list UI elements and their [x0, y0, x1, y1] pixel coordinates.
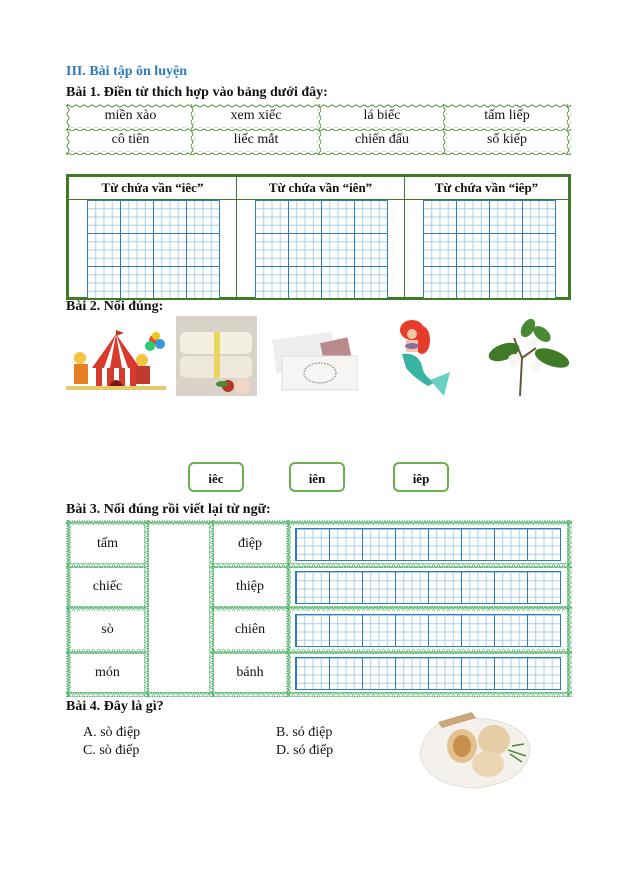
rice-noodle-image [176, 316, 257, 396]
scallop-image [412, 702, 537, 794]
flower-branch-image [480, 318, 572, 398]
exercise-2-title: Bài 2. Nối đúng: [66, 299, 164, 314]
writing-table [66, 174, 571, 300]
invitation-card-image [272, 326, 358, 406]
column-header-iec: Từ chứa vần “iêc” [101, 180, 204, 195]
exercise-1-title: Bài 1. Điền từ thích hợp vào bảng dưới đây: [66, 85, 328, 100]
mermaid-image [388, 316, 454, 396]
right-word-cell[interactable]: bánh [214, 654, 286, 692]
word-cell: cô tiên [111, 132, 150, 147]
word-bank-table [66, 104, 571, 154]
writing-grid-iec[interactable] [87, 200, 220, 298]
left-word-cell[interactable]: tấm [71, 525, 144, 563]
writing-grid-ien[interactable] [255, 200, 388, 298]
word-cell: số kiếp [486, 132, 528, 147]
rhyme-box-iec[interactable]: iêc [188, 462, 244, 492]
circus-image [66, 328, 166, 408]
writing-row-1[interactable] [295, 528, 561, 561]
word-cell: xem xiếc [230, 108, 282, 123]
rhyme-box-iep[interactable]: iêp [393, 462, 449, 492]
left-word-cell[interactable]: sò [71, 611, 144, 649]
section-title: III. Bài tập ôn luyện [66, 64, 187, 79]
word-cell: lá biếc [363, 108, 401, 123]
word-cell: liếc mắt [233, 132, 279, 147]
option-b[interactable]: B. só điệp [276, 725, 333, 740]
right-word-cell[interactable]: thiệp [214, 568, 286, 606]
exercise-3-title: Bài 3. Nối đúng rồi viết lại từ ngữ: [66, 502, 271, 517]
writing-row-3[interactable] [295, 614, 561, 647]
right-word-cell[interactable]: điệp [214, 525, 286, 563]
option-d[interactable]: D. só điếp [276, 743, 334, 758]
rhyme-box-ien[interactable]: iên [289, 462, 345, 492]
column-header-ien: Từ chứa vần “iên” [268, 180, 373, 195]
right-word-cell[interactable]: chiên [214, 611, 286, 649]
word-cell: tấm liếp [484, 108, 530, 123]
writing-grid-iep[interactable] [423, 200, 556, 298]
matching-table [66, 520, 572, 696]
writing-row-4[interactable] [295, 657, 561, 690]
column-header-iep: Từ chứa vần “iêp” [434, 180, 539, 195]
writing-row-2[interactable] [295, 571, 561, 604]
word-cell: miền xào [104, 108, 157, 123]
left-word-cell[interactable]: món [71, 654, 144, 692]
option-a[interactable]: A. sò điệp [83, 725, 141, 740]
option-c[interactable]: C. sò điếp [83, 743, 140, 758]
word-cell: chiến đấu [354, 132, 410, 147]
left-word-cell[interactable]: chiếc [71, 568, 144, 606]
exercise-4-title: Bài 4. Đây là gì? [66, 699, 164, 714]
